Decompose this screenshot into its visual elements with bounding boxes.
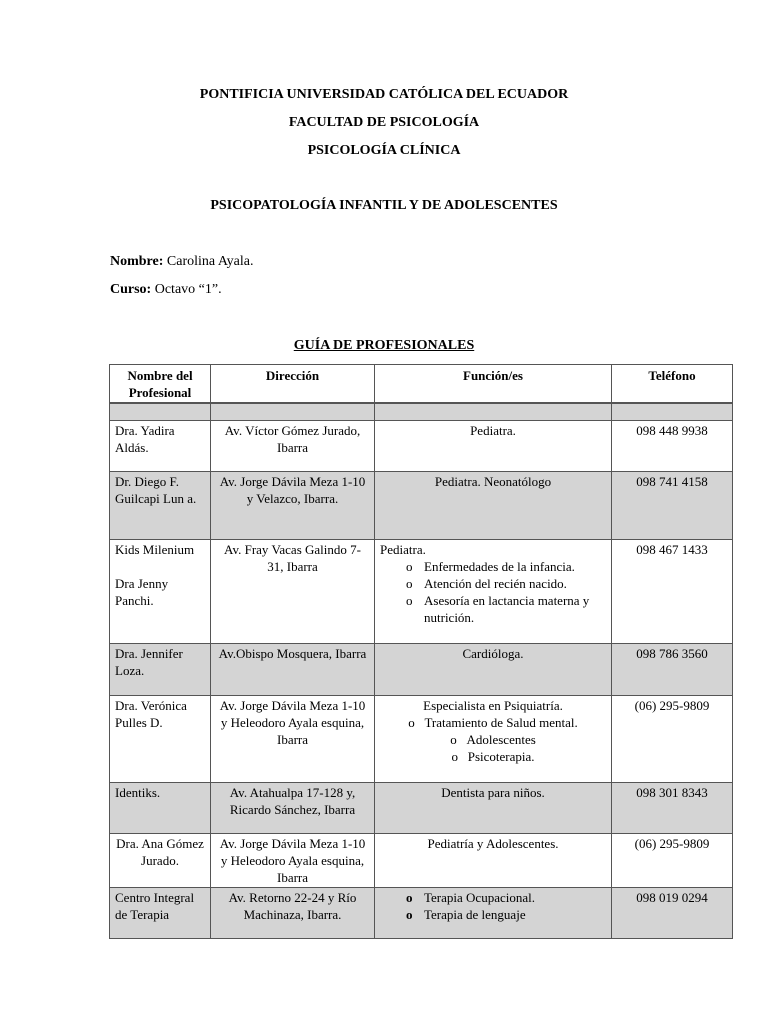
list-item: o Psicoterapia. xyxy=(380,748,606,765)
name-value: Carolina Ayala. xyxy=(166,254,254,269)
table-row xyxy=(110,420,733,471)
row-address: Av. Jorge Dávila Meza 1-10 y Velazco, Ibarra. xyxy=(211,471,375,539)
row-function: Pediatría y Adolescentes. xyxy=(375,833,612,887)
row-name: Dra. Ana Gómez Jurado. xyxy=(110,833,211,887)
course-label: Curso: xyxy=(110,282,152,297)
student-name-field xyxy=(110,254,253,270)
row-function: Dentista para niños. xyxy=(375,782,612,833)
row-address: Av. Jorge Dávila Meza 1-10 y Heleodoro Ayala esquina, Ibarra xyxy=(211,833,375,887)
list-item: o Asesoría en lactancia materna y nutrición. xyxy=(424,592,606,626)
function-list xyxy=(380,714,606,765)
row-name: Centro Integral de Terapia xyxy=(110,887,211,938)
row-phone: 098 467 1433 xyxy=(612,539,733,643)
name-label: Nombre: xyxy=(110,254,164,269)
row-phone: (06) 295-9809 xyxy=(612,695,733,782)
student-course-field xyxy=(110,282,222,298)
list-item: o Adolescentes xyxy=(380,731,606,748)
header-name: Nombre del Profesional xyxy=(110,365,211,404)
row-function: Pediatra. xyxy=(375,420,612,471)
function-list xyxy=(380,889,606,923)
row-function xyxy=(375,539,612,643)
row-name: Dr. Diego F. Guilcapi Lun a. xyxy=(110,471,211,539)
table-row xyxy=(110,471,733,539)
list-item: o Tratamiento de Salud mental. xyxy=(380,714,606,731)
row-address: Av. Víctor Gómez Jurado, Ibarra xyxy=(211,420,375,471)
row-function-title: Pediatra. xyxy=(380,541,426,557)
row-function-title: Especialista en Psiquiatría. xyxy=(423,697,563,713)
row-function xyxy=(375,887,612,938)
header-phone: Teléfono xyxy=(612,365,733,404)
row-function: Pediatra. Neonatólogo xyxy=(375,471,612,539)
row-function: Cardióloga. xyxy=(375,643,612,695)
professionals-table xyxy=(109,364,733,939)
row-address: Av. Atahualpa 17-128 y, Ricardo Sánchez, Ibarra xyxy=(211,782,375,833)
row-name: Identiks. xyxy=(110,782,211,833)
row-phone: 098 741 4158 xyxy=(612,471,733,539)
row-address: Av. Fray Vacas Galindo 7-31, Ibarra xyxy=(211,539,375,643)
list-item: o Terapia de lenguaje xyxy=(424,906,606,923)
list-item: o Enfermedades de la infancia. xyxy=(424,558,606,575)
row-name-primary: Kids Milenium xyxy=(115,541,195,557)
list-item: o Atención del recién nacido. xyxy=(424,575,606,592)
empty-row xyxy=(110,403,733,420)
row-name: Dra. Jennifer Loza. xyxy=(110,643,211,695)
row-phone: 098 301 8343 xyxy=(612,782,733,833)
row-name xyxy=(110,539,211,643)
table-header-row xyxy=(110,365,733,404)
row-phone: 098 019 0294 xyxy=(612,887,733,938)
row-phone: 098 448 9938 xyxy=(612,420,733,471)
header-address: Dirección xyxy=(211,365,375,404)
row-name-secondary: Dra Jenny Panchi. xyxy=(115,575,169,608)
guide-title: GUÍA DE PROFESIONALES xyxy=(293,338,475,353)
course-title: PSICOPATOLOGÍA INFANTIL Y DE ADOLESCENTES xyxy=(210,198,558,213)
header-function: Función/es xyxy=(375,365,612,404)
table-row xyxy=(110,833,733,887)
program-title: PSICOLOGÍA CLÍNICA xyxy=(307,143,461,158)
course-value: Octavo “1”. xyxy=(154,282,222,297)
row-name: Dra. Yadira Aldás. xyxy=(110,420,211,471)
faculty-title: FACULTAD DE PSICOLOGÍA xyxy=(288,115,480,130)
row-address: Av. Jorge Dávila Meza 1-10 y Heleodoro Ayala esquina, Ibarra xyxy=(211,695,375,782)
table-row xyxy=(110,782,733,833)
university-title: PONTIFICIA UNIVERSIDAD CATÓLICA DEL ECUADOR xyxy=(199,87,569,102)
row-phone: (06) 295-9809 xyxy=(612,833,733,887)
row-phone: 098 786 3560 xyxy=(612,643,733,695)
list-item: o Terapia Ocupacional. xyxy=(424,889,606,906)
row-address: Av. Retorno 22-24 y Río Machinaza, Ibarra. xyxy=(211,887,375,938)
function-list xyxy=(380,558,606,626)
row-address: Av.Obispo Mosquera, Ibarra xyxy=(211,643,375,695)
row-name: Dra. Verónica Pulles D. xyxy=(110,695,211,782)
table-row xyxy=(110,887,733,938)
table-row xyxy=(110,539,733,643)
table-row xyxy=(110,643,733,695)
row-function xyxy=(375,695,612,782)
table-row xyxy=(110,695,733,782)
